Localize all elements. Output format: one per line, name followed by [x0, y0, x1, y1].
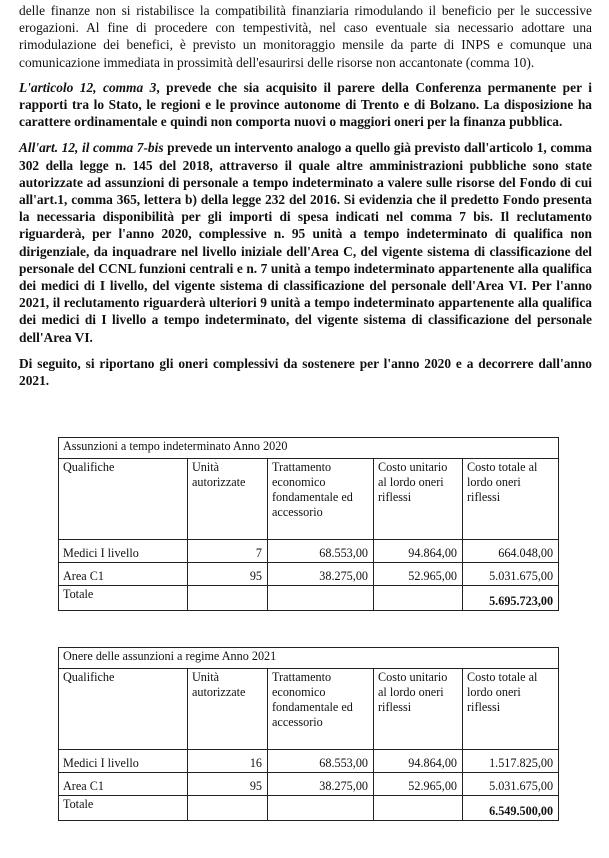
total-label: Totale — [59, 796, 188, 821]
cell-trattamento: 38.275,00 — [268, 563, 374, 586]
cell-unita: 95 — [188, 773, 268, 796]
table-total-row — [59, 796, 559, 821]
total-value: 6.549.500,00 — [463, 796, 559, 821]
paragraph-article-12-comma-7bis — [19, 139, 592, 345]
document-page — [19, 2, 592, 398]
total-label: Totale — [59, 586, 188, 611]
header-unita: Unità autorizzate — [188, 459, 268, 540]
total-value: 5.695.723,00 — [463, 586, 559, 611]
cell-costo-totale: 5.031.675,00 — [463, 563, 559, 586]
paragraph-intro-tables: Di seguito, si riportano gli oneri complessivi da sostenere per l'anno 2020 e a decorrere dall'anno 2021. — [19, 355, 592, 389]
cell-unita: 7 — [188, 540, 268, 563]
cell-trattamento: 38.275,00 — [268, 773, 374, 796]
header-costo-unitario: Costo unitario al lordo oneri riflessi — [374, 669, 463, 750]
cell-qualifica: Area C1 — [59, 773, 188, 796]
cell-costo-totale: 1.517.825,00 — [463, 750, 559, 773]
table-row — [59, 540, 559, 563]
table-row — [59, 750, 559, 773]
cell-trattamento: 68.553,00 — [268, 540, 374, 563]
paragraph-text: prevede un intervento analogo a quello già previsto dall'articolo 1, comma 302 della legge n. 145 del 2018, attraverso il quale altre amministrazioni pubbliche sono state autorizzate ad assunzioni di personale a tempo indeterminato a valere sulle risorse del Fondo di cui all'art.1, comma 365, lettera b) della legge 232 del 2016. Si evidenzia che il predetto Fondo presenta la necessaria disponibilità per gli importi di spesa indicati nel comma 7 bis. Il reclutamento riguarderà, per l'anno 2020, complessive n. 95 unità a tempo indeterminato di qualifica non dirigenziale, da inquadrare nel livello iniziale dell'Area C, del vigente sistema di classificazione del personale del CCNL funzioni centrali e n. 7 unità a tempo indeterminato appartenente alla qualifica dei medici di I livello, del vigente sistema di classificazione del personale dell'Area VI. Per l'anno 2021, il reclutamento riguarderà ulteriori 9 unità a tempo indeterminato appartenente alla qualifica dei medici di I livello a tempo indeterminato, del vigente sistema di classificazione del personale dell'Area VI. — [19, 140, 592, 345]
cell-unita: 16 — [188, 750, 268, 773]
header-costo-unitario: Costo unitario al lordo oneri riflessi — [374, 459, 463, 540]
header-costo-totale: Costo totale al lordo oneri riflessi — [463, 669, 559, 750]
header-unita: Unità autorizzate — [188, 669, 268, 750]
article-reference: All'art. 12, il comma 7-bis — [19, 140, 164, 156]
header-qualifiche: Qualifiche — [59, 459, 188, 540]
cell-unita: 95 — [188, 563, 268, 586]
header-trattamento: Trattamento economico fondamentale ed accessorio — [268, 459, 374, 540]
article-reference: L'articolo 12, comma 3 — [19, 79, 157, 95]
cell-costo-unitario: 52.965,00 — [374, 773, 463, 796]
table-total-row — [59, 586, 559, 611]
table-caption: Onere delle assunzioni a regime Anno 2021 — [59, 648, 559, 669]
header-costo-totale: Costo totale al lordo oneri riflessi — [463, 459, 559, 540]
cell-qualifica: Medici I livello — [59, 750, 188, 773]
paragraph-funding-monitoring: delle finanze non si ristabilisce la compatibilità finanziaria rimodulando il beneficio per le successive erogazioni. Al fine di procedere con tempestività, nel caso eventuale sia necessario adottare una rimodulazione dei benefici, è previsto un monitoraggio mensile da parte di INPS e comunque una comunicazione immediata in prossimità dell'esaurirsi delle risorse non accantonate (comma 10). — [19, 3, 592, 70]
paragraph-article-12-comma-3 — [19, 79, 592, 131]
paragraph-text: , prevede che sia acquisito il parere della Conferenza permanente per i rapporti tra lo Stato, le regioni e le province autonome di Trento e di Bolzano. La disposizione ha carattere ordinamentale e quindi non comporta nuovi o maggiori oneri per la finanza pubblica. — [19, 79, 592, 130]
header-trattamento: Trattamento economico fondamentale ed accessorio — [268, 669, 374, 750]
cell-costo-unitario: 52.965,00 — [374, 563, 463, 586]
cell-qualifica: Medici I livello — [59, 540, 188, 563]
table-onere-2021 — [58, 647, 559, 821]
cell-costo-unitario: 94.864,00 — [374, 540, 463, 563]
table-row — [59, 563, 559, 586]
table-row — [59, 773, 559, 796]
cell-costo-totale: 5.031.675,00 — [463, 773, 559, 796]
cell-costo-unitario: 94.864,00 — [374, 750, 463, 773]
cell-costo-totale: 664.048,00 — [463, 540, 559, 563]
table-caption: Assunzioni a tempo indeterminato Anno 2020 — [59, 438, 559, 459]
cell-trattamento: 68.553,00 — [268, 750, 374, 773]
table-assunzioni-2020 — [58, 437, 559, 611]
header-qualifiche: Qualifiche — [59, 669, 188, 750]
cell-qualifica: Area C1 — [59, 563, 188, 586]
